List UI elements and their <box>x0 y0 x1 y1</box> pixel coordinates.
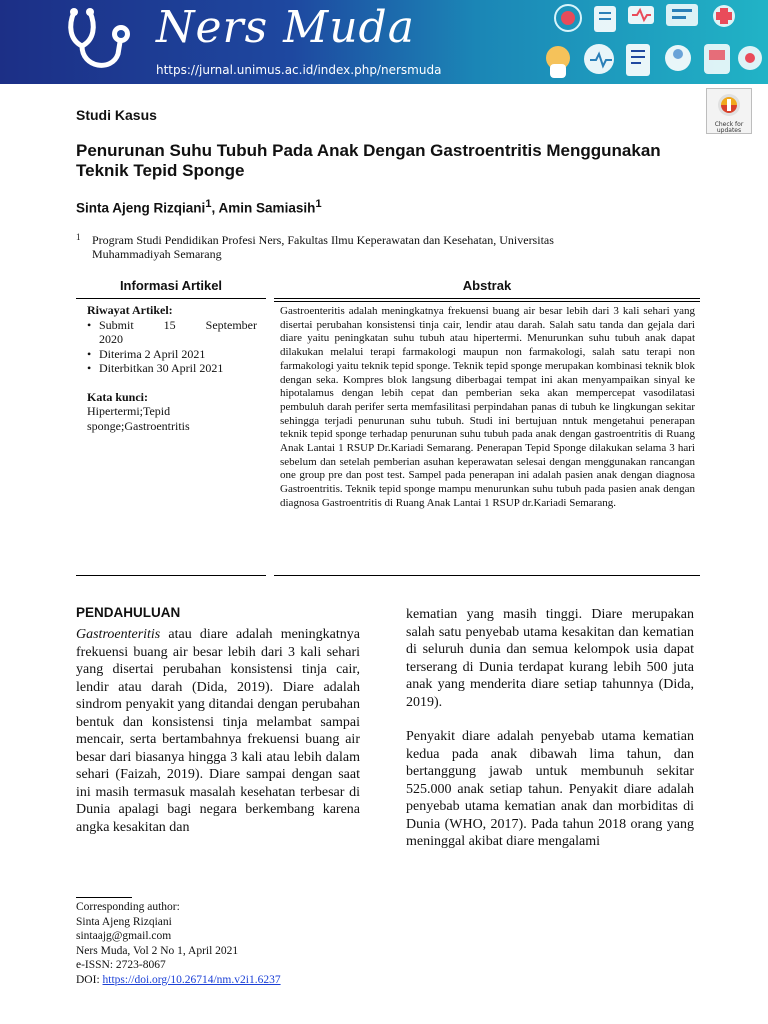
footnote-name: Sinta Ajeng Rizqiani <box>76 915 172 928</box>
body-paragraph: kematian yang masih tinggi. Diare merupakan salah satu penyebab utama kesakitan dan kematian di seluruh dunia dan semua kelompok usia dapat terserang di Dunia terdapat kurang lebih 500 juta anak yang menderita diare setiap tahunnya (Dida, 2019). <box>406 607 694 710</box>
body-paragraph <box>76 626 360 836</box>
footnote-issn: e-ISSN: 2723-8067 <box>76 959 166 971</box>
check-updates-label-2: updates <box>716 127 742 134</box>
body-paragraph: Penyakit diare adalah penyebab utama kematian kedua pada anak dibawah lima tahun, dan bertanggung jawab untuk membunuh sekitar 525.000 anak setiap tahun. Penyakit diare adalah penyebab utama kematian anak dan morbiditas di Dunia (WHO, 2017). Pada tahun 2018 orang yang meninggal akibat diare mengalami <box>406 729 694 849</box>
author-affil-sup: 1 <box>205 198 212 210</box>
article-type: Studi Kasus <box>76 107 157 123</box>
author-name: Sinta Ajeng Rizqiani <box>76 200 206 216</box>
footnote-doi <box>76 973 281 988</box>
history-item: • Diterima 2 April 2021 <box>87 347 257 362</box>
footnote-journal: Ners Muda, Vol 2 No 1, April 2021 <box>76 944 239 957</box>
history-label: Riwayat Artikel: <box>87 303 173 317</box>
corresponding-author-footnote <box>76 900 281 987</box>
check-updates-label-1: Check for <box>714 121 744 128</box>
author-separator: , <box>211 200 219 216</box>
crossmark-icon <box>716 93 742 117</box>
article-info <box>87 303 257 433</box>
abstract-text: Gastroenteritis adalah meningkatnya frekuensi buang air besar lebih dari 3 kali sehari yang disertai perubahan konsistensi tinja cair, lendir atau darah. Salah satu tanda dan gejala dari diare yaitu peningkatan suhu tubuh atau hipertermi. Menurunkan suhu tubuh anak dapat dilakukan melalui terapi farmakologi maupun non farmakologi, salah satu terapi non farmakologi yaitu teknik tepid sponge. Teknik tepid sponge merupakan kombinasi teknik blok dengan seka. Kompres blok langsung diberbagai tempat ini akan menyampaikan sinyal ke hipotalamus dengan lebih cepat dan pemberian seka akan mempercepat vasodilatasi pembuluh darah perifer serta memfasilitasi perpindahan panas di tubuh ke lingkungan sekitar sehingga terjadi penurunan suhu tubuh. Studi ini bertujuan nntuk mengetahui penerapan teknik tepid sponge terhadap penurunan suhu tubuh pada anak dengan gastroentritis di Ruang Anak Lantai 1 RSUP Dr.Kariadi Semarang. Penerapan Tepid Sponge dilakukan selama 3 hari sebelum dan setelah pemberian asuhan keperawatan selesai dengan menggunakan rancangan one group pre dan post test. Sampel pada penerapan ini adalah pasien anak dengan diagnosa Gastroentritis. Teknik tepid sponge mampu menurunkan suhu tubuh pada pasien anak dengan diagnosa Gastroentritis di Ruang Anak Lantai 1 RSUP dr.Kariadi Semarang. <box>280 305 695 509</box>
journal-title: Ners Muda <box>156 2 415 53</box>
affiliation-text: Program Studi Pendidikan Profesi Ners, Fakultas Ilmu Keperawatan dan Kesehatan, Universitas Muhammadiyah Semarang <box>92 233 554 261</box>
keywords-line: sponge;Gastroentritis <box>87 418 190 433</box>
paragraph-text: atau diare adalah meningkatnya frekuensi buang air besar lebih dari 3 kali sehari yang disertai perubahan konsistensi tinja cair, lendir atau darah (Dida, 2019). Diare adalah sindrom penyakit yang ditandai dengan perubahan bentuk dan konsistensi tinja melambat sampai mencair, serta bertambahnya frekuensi buang air besar dari biasanya hingga 3 kali atau lebih dalam sehari (Faizah, 2019). Diare sampai dengan saat ini masih termasuk masalah kesehatan terbesar di Dunia apalagi bagi negara berkembang karena angka kesakitan dan <box>76 627 360 835</box>
submit-year: 2020 <box>99 332 123 346</box>
author-affil-sup: 1 <box>315 198 322 210</box>
footnote-rule <box>76 897 132 898</box>
body-column-right <box>406 606 694 851</box>
history-item: • Diterbitkan 30 April 2021 <box>87 361 257 376</box>
abstract-header-rule <box>274 298 700 299</box>
info-header-rule <box>76 298 266 299</box>
submit-date: • Submit 15 September <box>99 317 257 332</box>
footnote-email: sintaajg@gmail.com <box>76 930 172 942</box>
history-item <box>87 318 257 347</box>
info-heading: Informasi Artikel <box>119 278 223 293</box>
keywords-label: Kata kunci: <box>87 389 149 404</box>
stethoscope-icon <box>64 6 144 78</box>
article-title: Penurunan Suhu Tubuh Pada Anak Dengan Gastroentritis Menggunakan Teknik Tepid Sponge <box>76 141 661 180</box>
footnote-label: Corresponding author: <box>76 901 180 913</box>
abstract-top-rule <box>274 301 700 302</box>
medical-icons-decoration <box>528 0 768 84</box>
doi-label: DOI: <box>76 973 103 986</box>
body-column-left <box>76 626 360 836</box>
section-heading: PENDAHULUAN <box>76 605 181 620</box>
affiliation-number: 1 <box>76 232 81 242</box>
journal-url[interactable]: https://jurnal.unimus.ac.id/index.php/nersmuda <box>156 63 442 77</box>
abstract-heading: Abstrak <box>462 278 512 293</box>
check-for-updates-badge[interactable] <box>706 88 752 134</box>
author-name: Amin Samiasih <box>218 200 316 216</box>
term-gastroenteritis: Gastroenteritis <box>76 627 161 642</box>
info-bottom-rule <box>76 575 266 576</box>
doi-link[interactable]: https://doi.org/10.26714/nm.v2i1.6237 <box>102 973 281 986</box>
keywords-line: Hipertermi;Tepid <box>87 404 171 418</box>
author-list <box>76 198 322 216</box>
abstract-bottom-rule <box>274 575 700 576</box>
history-list <box>87 318 257 376</box>
journal-banner <box>0 0 768 84</box>
